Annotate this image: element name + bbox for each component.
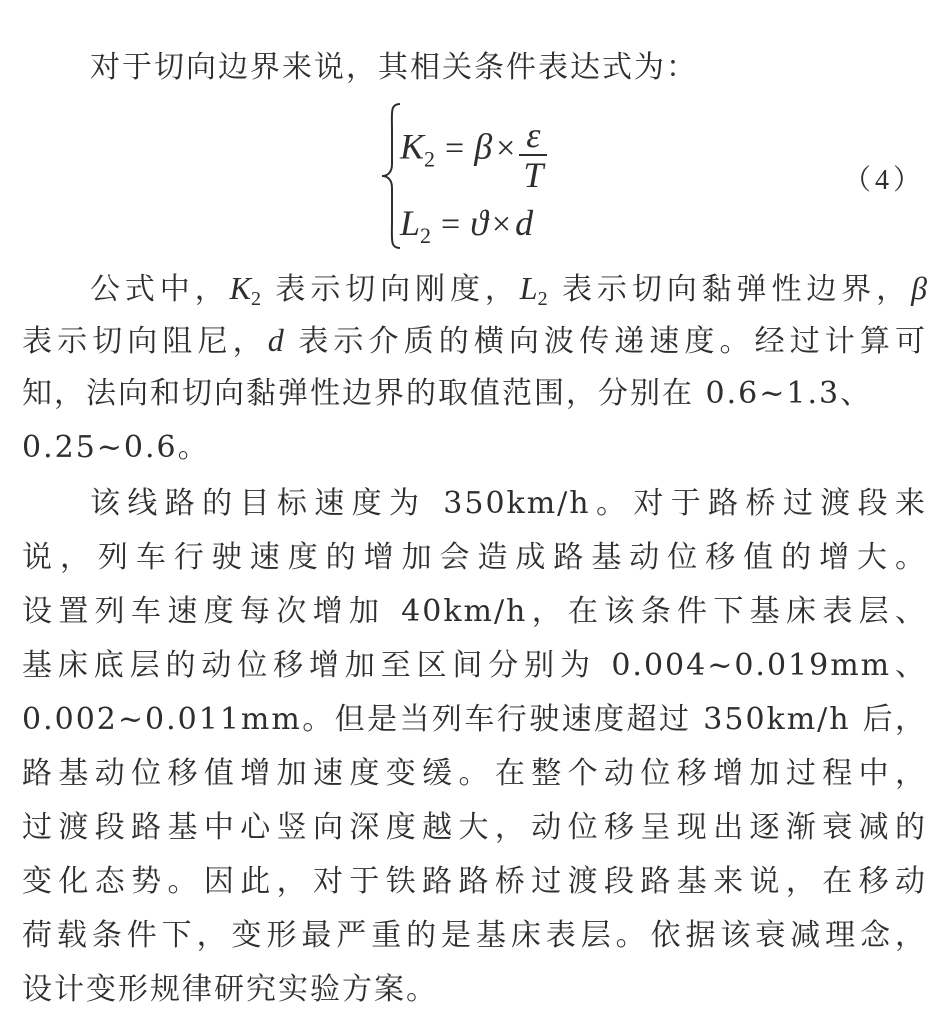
para2-text: 说，列车行驶速度的增加会造成路基动位移值的增大。 bbox=[22, 540, 927, 575]
para2-text: 路基动位移值增加速度变缓。在整个动位移增加过程中， bbox=[22, 756, 927, 791]
para1-text: 公式中， bbox=[90, 272, 230, 307]
para2-line-1 bbox=[90, 484, 927, 524]
var-d: d bbox=[267, 322, 284, 358]
eq-theta: ϑ bbox=[470, 203, 488, 243]
para2-line-4 bbox=[22, 646, 927, 686]
equation-number: （4） bbox=[842, 165, 925, 196]
eq-l-subscript: 2 bbox=[420, 223, 432, 248]
eq-fraction-denominator: T bbox=[523, 155, 544, 195]
para2-text: 设计变形规律研究实验方案。 bbox=[22, 972, 438, 1007]
var-l: L bbox=[519, 270, 538, 306]
var-k: K bbox=[229, 270, 251, 306]
para2-line-5 bbox=[22, 700, 927, 740]
eq-equals: = bbox=[445, 129, 465, 167]
intro-line bbox=[90, 48, 927, 88]
para2-text: 0.002~0.011mm。但是当列车行驶速度超过 350km/h 后， bbox=[22, 702, 927, 737]
eq-k-subscript: 2 bbox=[424, 146, 436, 172]
para1-line-2 bbox=[22, 320, 927, 362]
eq-times: × bbox=[491, 206, 512, 243]
para2-line-3 bbox=[22, 592, 927, 632]
para1-text: 表示切向黏弹性边界， bbox=[562, 272, 912, 307]
var-k-subscript: 2 bbox=[250, 288, 261, 310]
eq-d: d bbox=[515, 203, 534, 243]
para2-text: 设置列车速度每次增加 40km/h，在该条件下基床表层、 bbox=[22, 594, 927, 629]
eq-k: K bbox=[400, 126, 425, 167]
left-brace-icon bbox=[380, 102, 402, 250]
para1-text: 表示切向阻尼， bbox=[22, 324, 268, 359]
para2-line-7 bbox=[22, 808, 927, 848]
var-l-subscript: 2 bbox=[537, 288, 548, 310]
para1-text: 知，法向和切向黏弹性边界的取值范围，分别在 0.6~1.3、 bbox=[22, 376, 873, 411]
para1-text: 0.25~0.6。 bbox=[22, 430, 210, 465]
intro-text: 对于切向边界来说，其相关条件表达式为： bbox=[90, 50, 698, 85]
para1-text: 表示介质的横向波传递速度。经过计算可 bbox=[298, 324, 927, 359]
para1-text: 表示切向刚度， bbox=[275, 272, 520, 307]
para2-line-2 bbox=[22, 538, 927, 578]
para2-text: 基床底层的动位移增加至区间分别为 0.004~0.019mm、 bbox=[22, 648, 927, 683]
para2-line-6 bbox=[22, 754, 927, 794]
para2-text: 荷载条件下，变形最严重的是基床表层。依据该衰减理念， bbox=[22, 918, 927, 953]
para1-line-3 bbox=[22, 374, 927, 414]
para2-line-8 bbox=[22, 862, 927, 902]
equation-row-k2 bbox=[400, 116, 547, 194]
para2-line-10 bbox=[22, 970, 927, 1010]
eq-times: × bbox=[496, 129, 516, 167]
var-beta: β bbox=[911, 270, 928, 306]
eq-beta: β bbox=[474, 126, 493, 167]
eq-fraction-numerator: ε bbox=[519, 116, 547, 156]
eq-equals: = bbox=[441, 206, 461, 243]
eq-l: L bbox=[400, 203, 421, 243]
para2-text: 过渡段路基中心竖向深度越大，动位移呈现出逐渐衰减的 bbox=[22, 810, 927, 845]
para2-text: 变化态势。因此，对于铁路路桥过渡段路基来说，在移动 bbox=[22, 864, 927, 899]
para2-text: 该线路的目标速度为 350km/h。对于路桥过渡段来 bbox=[90, 486, 927, 521]
eq-fraction bbox=[519, 116, 547, 194]
para2-line-9 bbox=[22, 916, 927, 956]
equation-row-l2 bbox=[400, 202, 533, 249]
para1-line-4 bbox=[22, 428, 927, 468]
para1-line-1 bbox=[90, 268, 927, 319]
